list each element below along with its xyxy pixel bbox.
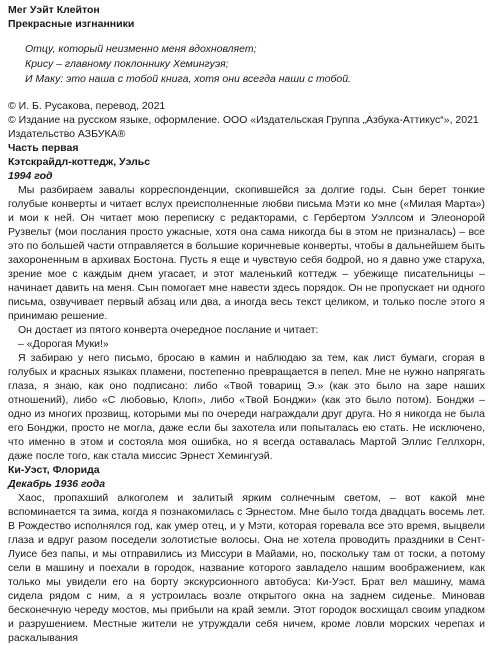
date-heading: 1994 год bbox=[8, 170, 53, 182]
location-heading: Ки-Уэст, Флорида bbox=[8, 464, 100, 476]
dedication-line: Отцу, который неизменно меня вдохновляет; bbox=[25, 43, 257, 55]
body-paragraph: Он достает из пятого конверта очередное послание и читает: bbox=[18, 324, 319, 336]
body-paragraph: Я забираю у него письмо, бросаю в камин и наблюдаю за тем, как лист бумаги, сгорая в голубых и красных языках пламени, постепенно превращается в пепел. Мне не нужно напрягать глаза, я знаю, как оно подписано: либо «Твой товарищ Э.» (как это было на заре наших отношений), либо «С любовью, Клоп», либо «Твой Бонджи» (как это было потом). Бонджи – одно из многих прозвищ, которыми мы по очереди награждали друг друга. Но я никогда не была его Бонджи, просто не могла, даже если бы захотела или попыталась ею стать. Не исключено, что именно в этом и состояла моя ошибка, но я всегда оставалась Мартой Эллис Геллхорн, даже после того, как стала миссис Эрнест Хемингуэй. bbox=[8, 352, 485, 462]
copyright-line: © И. Б. Русакова, перевод, 2021 bbox=[8, 100, 166, 112]
dedication-line: Крису – главному поклоннику Хемингуэя; bbox=[25, 58, 229, 70]
publisher-line: Издательство АЗБУКА® bbox=[8, 128, 126, 140]
dedication bbox=[25, 42, 485, 87]
dedication-line: И Маку: это наша с тобой книга, хотя они всегда наши с тобой. bbox=[25, 73, 351, 85]
date-heading: Декабрь 1936 года bbox=[8, 478, 106, 490]
body-paragraph: Мы разбираем завалы корреспонденции, скопившейся за долгие годы. Сын берет тонкие голубые конверты и читает вслух преисполненные любви письма Мэти ко мне («Милая Марта») и мои к ней. Он читает мою переписку с редакторами, с Гербертом Уэллсом и Элеонорой Рузвельт (мои послания просто ужасные, хотя она сама никогда бы в этом не призналась) – все это по большей части отправляется в большие коричневые конверты, чтобы в дальнейшем быть захороненным в архивах Бостона. Пусть я еще и чувствую себя бодрой, но я давно уже старуха, зрение мое с каждым днем угасает, и этот маленький коттедж – убежище писательницы – начинает давить на меня. Сын помогает мне навести здесь порядок. Он не пропускает ни одного письма, озвучивает первый абзац или два, а иногда весь текст целиком, и только после этого я принимаю решение. bbox=[8, 184, 485, 322]
body-paragraph: – «Дорогая Муки!» bbox=[18, 338, 109, 350]
book-title: Прекрасные изгнанники bbox=[8, 18, 135, 30]
part-heading: Часть первая bbox=[8, 142, 79, 154]
body-paragraph: Хаос, пропахший алкоголем и залитый ярким солнечным светом, – вот какой мне вспоминается та зима, когда я познакомилась с Эрнестом. Мне было тогда двадцать восемь лет. В Рождество исполнялся год, как умер отец, и у Мэти, которая горевала все это время, выцвели глаза и вдруг разом поседели золотистые волосы. Она не хотела проводить праздники в Сент-Луисе без папы, и мы отправились из Миссури в Майами, но, поскольку там от тоски, а потому сели в машину и поехали в городок, название которого завладело нашим воображением, как только мы увидели его на борту экскурсионного автобуса: Ки-Уэст. Брат вел машину, мама сидела рядом с ним, а я устроилась возле открытого окна на заднем сиденье. Миновав бесконечную череду мостов, мы прибыли на край земли. Этот городок восхищал своим упадком и разрушением. Местные жители не утруждали себя ничем, кроме ловли морских черепах и раскалывания bbox=[8, 492, 485, 644]
location-heading: Кэтскрайдл-коттедж, Уэльс bbox=[8, 156, 151, 168]
author-name: Мег Уэйт Клейтон bbox=[8, 4, 100, 16]
copyright-line: © Издание на русском языке, оформление. ООО «Издательская Группа „Азбука-Аттикус“», 2021 bbox=[8, 114, 479, 126]
